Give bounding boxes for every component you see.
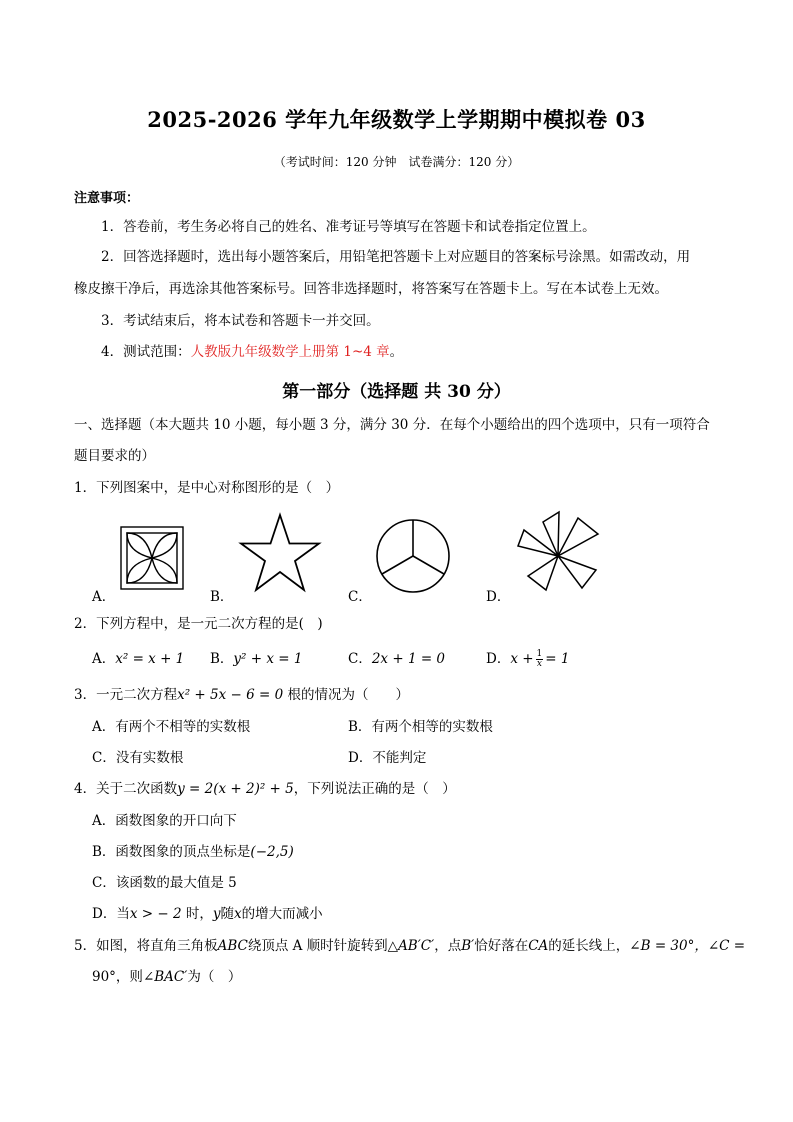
- stem-text: 根的情况为（ ）: [283, 687, 409, 703]
- option-text: B．函数图象的顶点坐标是: [92, 844, 251, 860]
- stem-text: 为（ ）: [187, 969, 242, 985]
- option-label: A．: [92, 651, 116, 667]
- option-label: C．: [348, 651, 372, 667]
- option-label: B．: [210, 651, 234, 667]
- test-range: 人教版九年级数学上册第 1~4 章: [190, 344, 390, 360]
- stem-text: 3．一元二次方程: [74, 687, 178, 703]
- question-2-stem: 2．下列方程中，是一元二次方程的是( ): [74, 616, 323, 632]
- stem-text: 的延长线上，: [548, 938, 630, 954]
- question-4-option-d[interactable]: [92, 904, 323, 924]
- question-1-option-b-label[interactable]: B．: [210, 589, 234, 605]
- stem-math: ∠BAC′: [142, 969, 188, 985]
- stem-math: B′: [461, 938, 475, 954]
- stem-text: 4．关于二次函数: [74, 781, 178, 797]
- option-text: 时，: [181, 906, 213, 922]
- stem-math: CA: [528, 938, 549, 954]
- figure-option-c-circle-divided: [375, 518, 451, 594]
- option-equation: x² = x + 1: [115, 651, 185, 667]
- option-equation: (−2,5): [250, 844, 294, 860]
- question-4-option-c[interactable]: C．该函数的最大值是 5: [92, 875, 237, 891]
- question-1-option-c-label[interactable]: C．: [348, 589, 372, 605]
- stem-text: 5．如图，将直角三角板: [74, 938, 218, 954]
- option-equation: x > − 2: [129, 906, 182, 922]
- option-label: D．: [486, 651, 511, 667]
- notice-item-2-line-2: 橡皮擦干净后，再选涂其他答案标号。回答非选择题时，将答案写在答题卡上。写在本试卷上无效。: [74, 281, 668, 297]
- question-5-stem-line-2: [92, 967, 241, 987]
- option-equation: y² + x = 1: [233, 651, 303, 667]
- part-1-instructions-line-1: 一、选择题（本大题共 10 小题，每小题 3 分，满分 30 分．在每个小题给出的四个选项中，只有一项符合: [74, 417, 710, 433]
- question-2-option-d[interactable]: [486, 649, 569, 669]
- option-text: D．当: [92, 906, 130, 922]
- notice-item-2-line-1: 2．回答选择题时，选出每小题答案后，用铅笔把答题卡上对应题目的答案标号涂黑。如需改动，用: [101, 249, 691, 265]
- question-1-option-a-label[interactable]: A．: [92, 589, 116, 605]
- fraction-denominator: x: [536, 659, 542, 669]
- question-3-option-b[interactable]: B．有两个相等的实数根: [348, 719, 493, 735]
- question-1-option-d-label[interactable]: D．: [486, 589, 511, 605]
- question-4-stem: [74, 779, 456, 799]
- figure-option-a-square-petals: [120, 526, 184, 590]
- question-2-option-c[interactable]: [348, 649, 445, 669]
- option-text: 随: [220, 906, 234, 922]
- stem-equation: x² + 5x − 6 = 0: [177, 687, 284, 703]
- question-1-stem: 1．下列图案中，是中心对称图形的是（ ）: [74, 480, 340, 496]
- exam-info: （考试时间：120 分钟 试卷满分：120 分）: [273, 155, 520, 169]
- option-equation-left: x +: [510, 651, 534, 667]
- stem-equation: y = 2(x + 2)² + 5: [177, 781, 294, 797]
- question-3-option-d[interactable]: D．不能判定: [348, 750, 427, 766]
- option-equation: 2x + 1 = 0: [371, 651, 446, 667]
- question-4-option-a[interactable]: A．函数图象的开口向下: [92, 813, 237, 829]
- fraction: [536, 650, 544, 669]
- stem-text: 绕顶点 A 顺时针旋转到△: [247, 938, 399, 954]
- fraction-numerator: 1: [536, 649, 543, 659]
- part-1-instructions-line-2: 题目要求的）: [74, 448, 155, 464]
- option-equation-right: = 1: [545, 651, 570, 667]
- question-2-option-a[interactable]: [92, 649, 184, 669]
- notice-item-4: [101, 342, 403, 362]
- question-3-option-c[interactable]: C．没有实数根: [92, 750, 184, 766]
- question-3-option-a[interactable]: A．有两个不相等的实数根: [92, 719, 251, 735]
- page-title: 2025-2026 学年九年级数学上学期期中模拟卷 03: [147, 107, 646, 132]
- stem-math: AB′C′: [398, 938, 435, 954]
- question-2-option-b[interactable]: [210, 649, 302, 669]
- question-5-stem-line-1: [74, 936, 745, 956]
- notice-item-1: 1．答卷前，考生务必将自己的姓名、准考证号等填写在答题卡和试卷指定位置上。: [101, 219, 596, 235]
- stem-text: 90°，则: [92, 969, 143, 985]
- stem-text: ，下列说法正确的是（ ）: [293, 781, 456, 797]
- stem-math: ABC: [217, 938, 248, 954]
- question-3-stem: [74, 685, 409, 705]
- question-4-option-b[interactable]: [92, 842, 294, 862]
- notice-item-4-prefix: 4．测试范围：: [101, 344, 191, 360]
- stem-text: ，点: [434, 938, 462, 954]
- part-1-title: 第一部分（选择题 共 30 分）: [282, 382, 511, 402]
- option-var-x: x: [233, 906, 242, 922]
- figure-option-b-star: [238, 512, 322, 594]
- notice-item-4-suffix: 。: [389, 344, 404, 360]
- notice-heading: 注意事项：: [74, 191, 140, 206]
- option-text: 的增大而减小: [241, 906, 323, 922]
- notice-item-3: 3．考试结束后，将本试卷和答题卡一并交回。: [101, 313, 380, 329]
- stem-text: 恰好落在: [474, 938, 529, 954]
- option-var-y: y: [212, 906, 221, 922]
- figure-option-d-pinwheel: [512, 510, 604, 594]
- stem-math: ∠B = 30°，∠C =: [629, 938, 746, 954]
